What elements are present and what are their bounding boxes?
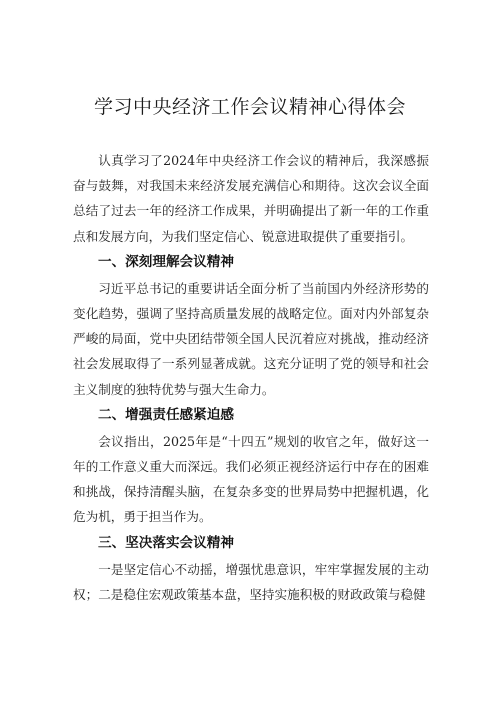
section-3-heading: 三、坚决落实会议精神 — [98, 534, 234, 551]
section-1-paragraph: 习近平总书记的重要讲话全面分析了当前国内外经济形势的变化趋势，强调了坚持高质量发展的战略定位。面对内外部复杂严峻的局面，党中央团结带领全国人民沉着应对挑战，推动经济社会发展取得了一系列显著成就。这充分证明了党的领导和社会主义制度的独特优势与强大生命力。 — [73, 280, 429, 397]
section-2-heading: 二、增强责任感紧迫感 — [98, 406, 234, 423]
document-body — [73, 148, 429, 607]
intro-paragraph: 认真学习了2024年中央经济工作会议的精神后，我深感振奋与鼓舞，对我国未来经济发展充满信心和期待。这次会议全面总结了过去一年的经济工作成果，并明确提出了新一年的工作重点和发展方向，为我们坚定信心、锐意进取提供了重要指引。 — [73, 153, 429, 244]
section-1-heading: 一、深刻理解会议精神 — [98, 253, 234, 270]
document-title: 学习中央经济工作会议精神心得体会 — [93, 96, 406, 118]
section-2-paragraph: 会议指出，2025年是“十四五”规划的收官之年，做好这一年的工作意义重大而深远。我们必须正视经济运行中存在的困难和挑战，保持清醒头脑，在复杂多变的世界局势中把握机遇，化危为机，勇于担当作为。 — [73, 433, 429, 525]
section-3-paragraph: 一是坚定信心不动摇，增强忧患意识，牢牢掌握发展的主动权；二是稳住宏观政策基本盘，坚持实施积极的财政政策与稳健 — [73, 561, 429, 602]
